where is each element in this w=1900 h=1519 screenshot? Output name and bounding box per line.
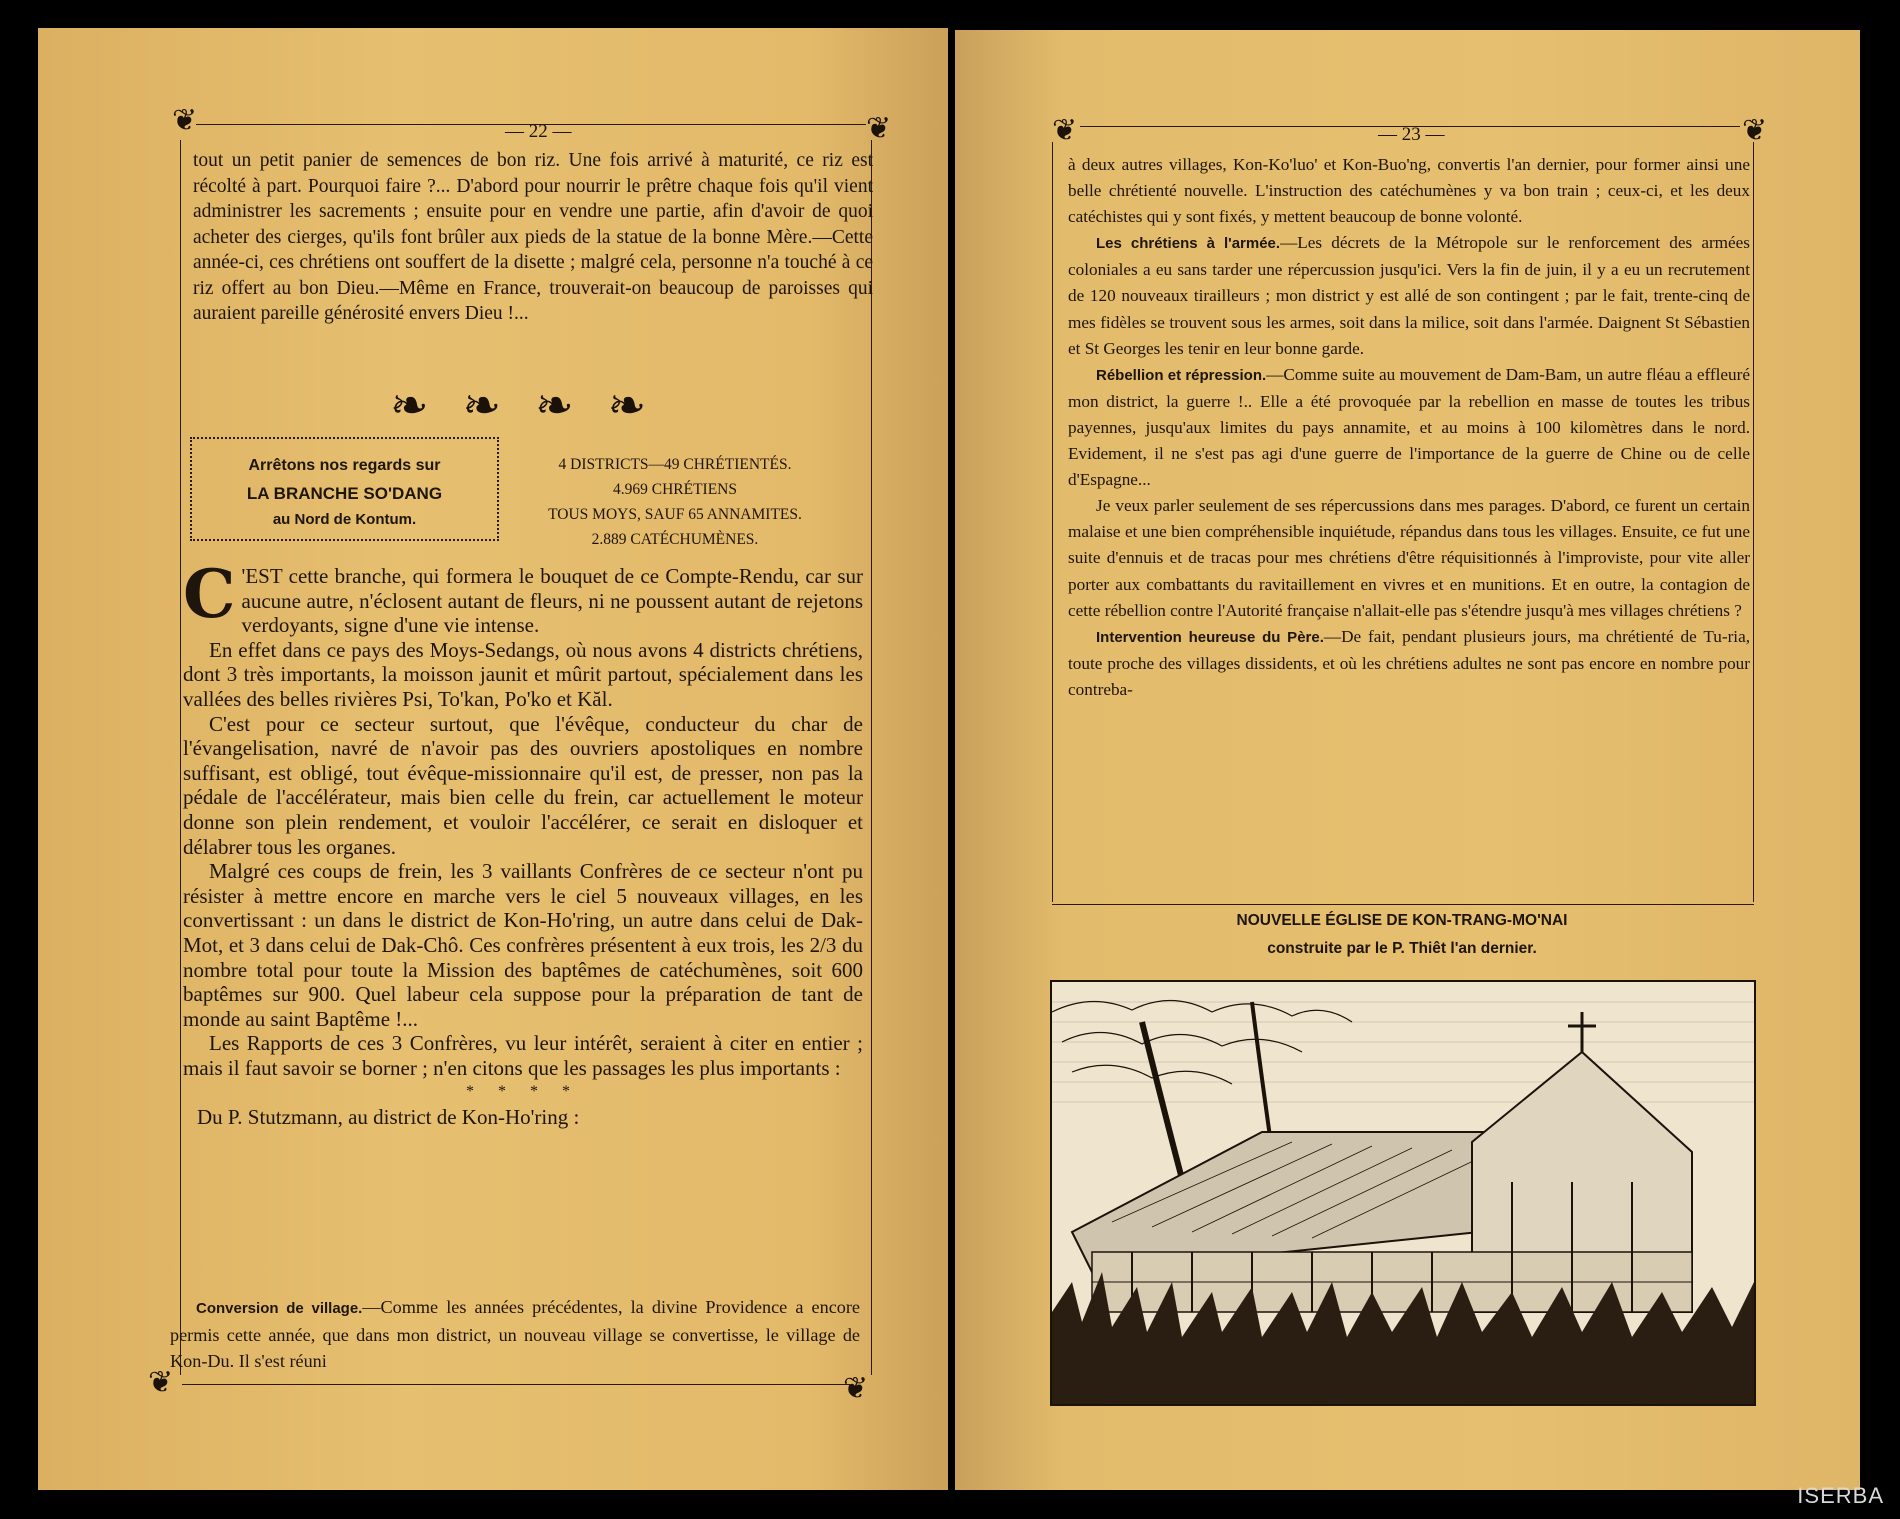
paragraph: à deux autres villages, Kon-Ko'luo' et Kon-Buo'ng, convertis l'an dernier, pour former ainsi une belle chrétienté nouvelle. L'instruction des catéchumènes y va bon train ; ceux-ci, et les deux catéchistes qui y sont fixés, y mettent beaucoup de bonne volonté. bbox=[1068, 155, 1750, 227]
subheading: Du P. Stutzmann, au district de Kon-Ho'ring : bbox=[197, 1105, 580, 1130]
section-stars: * * * * bbox=[466, 1083, 580, 1101]
paragraph-text: —De fait, pendant plusieurs jours, ma chrétienté de Tu-ria, toute proche des villages dissidents, et où les chrétiens adultes ne sont pas encore en nombre pour contreba- bbox=[1068, 626, 1750, 699]
drop-cap: C bbox=[183, 555, 236, 633]
corner-ornament-icon: ❦ bbox=[1742, 114, 1768, 147]
corner-ornament-icon: ❦ bbox=[148, 1366, 174, 1399]
page-number-left: — 22 — bbox=[505, 121, 572, 142]
paragraph: 'EST cette branche, qui formera le bouquet de ce Compte-Rendu, car sur aucune autre, n'éclosent autant de fleurs, ni ne poussent autant de rejetons verdoyants, signe d'une vie intense. bbox=[241, 564, 863, 638]
paragraph-text: —Comme les années précédentes, la divine Providence a encore permis cette année, que dans mon district, un nouveau village se convertisse, le village de Kon-Du. Il s'est réuni bbox=[170, 1297, 860, 1371]
paragraph: C'est pour ce secteur surtout, que l'évêque, conducteur du char de l'évangelisation, navré de n'avoir pas des ouvriers apostoliques en nombre suffisant, est obligé, tout évêque-missionnaire qu'il est, de presser, non pas la pédale de l'accélérateur, mais bien celle du frein, car actuellement le moteur donne son plein rendement, et vouloir l'accélérer, ce serait en disloquer et délabrer tous les organes. bbox=[183, 711, 863, 859]
run-in-heading: Conversion de village. bbox=[196, 1300, 363, 1317]
run-in-heading: Intervention heureuse du Père. bbox=[1096, 628, 1324, 646]
stat-line: 2.889 CATÉCHUMÈNES. bbox=[591, 531, 759, 548]
church-illustration bbox=[1050, 980, 1756, 1406]
branch-stats bbox=[520, 452, 830, 552]
church-engraving-icon bbox=[1052, 982, 1754, 1404]
leaf-ornament-icon: ❧❧❧❧ bbox=[390, 380, 681, 431]
paragraph: Les Rapports de ces 3 Confrères, vu leur intérêt, seraient à citer en entier ; mais il faut savoir se borner ; n'en citons que les passages les plus importants : bbox=[183, 1031, 863, 1080]
stat-line: 4 DISTRICTS—49 CHRÉTIENTÉS. bbox=[558, 456, 792, 473]
box-line-3: au Nord de Kontum. bbox=[272, 511, 417, 528]
watermark: ISERBA bbox=[1797, 1483, 1884, 1508]
corner-ornament-icon: ❦ bbox=[1052, 114, 1078, 147]
box-line-1: Arrêtons nos regards sur bbox=[248, 457, 441, 474]
stat-line: TOUS MOYS, SAUF 65 ANNAMITES. bbox=[548, 506, 802, 523]
illustration-caption-subtitle: construite par le P. Thiêt l'an dernier. bbox=[1267, 940, 1537, 957]
left-top-paragraph: tout un petit panier de semences de bon riz. Une fois arrivé à maturité, ce riz est récolté à part. Pourquoi faire ?... D'abord pour nourrir le prêtre chaque fois qu'il vient administrer les sacrements ; ensuite pour en vendre une partie, afin d'avoir de quoi acheter des cierges, qu'ils font brûler aux pieds de la statue de la bonne Mère.—Cette année-ci, ces chrétiens ont souffert de la disette ; malgré cela, personne n'a touché à ce riz offert au bon Dieu.—Même en France, trouverait-on beaucoup de paroisses qui auraient pareille générosité envers Dieu !... bbox=[193, 150, 873, 324]
paragraph: Malgré ces coups de frein, les 3 vaillants Confrères de ce secteur n'ont pu résister à mettre encore en marche vers le ciel 5 nouveaux villages, en les convertissant : un dans le district de Kon-Ho'ring, un autre dans celui de Dak-Mot, et 3 dans celui de Dak-Chô. Ces confrères présentent à eux trois, les 2/3 du nombre total pour toute la Mission des baptêmes de catéchumènes, soit 600 baptêmes sur 900. Quel labeur cela suppose pour la préparation de tant de monde au saint Baptême !... bbox=[183, 859, 863, 1031]
paragraph-text: —Comme suite au mouvement de Dam-Bam, un autre fléau a effleuré mon district, la guerre !.. Elle a été provoquée par la rebellion en masse de toutes les tribus payennes, jusqu'aux limites du pays annamite, et au moins à 100 kilomètres dans le nord. Evidement, il ne s'est pas agi d'une guerre de l'importance de la guerre de Chine ou de celle d'Espagne... bbox=[1068, 364, 1751, 490]
corner-ornament-icon: ❦ bbox=[866, 112, 892, 145]
branch-title-box bbox=[190, 437, 499, 541]
corner-ornament-icon: ❦ bbox=[172, 104, 198, 137]
box-line-2: LA BRANCHE SO'DANG bbox=[246, 484, 443, 503]
page-number-right: — 23 — bbox=[1378, 124, 1445, 145]
stat-line: 4.969 CHRÉTIENS bbox=[613, 481, 737, 498]
paragraph: Je veux parler seulement de ses répercussions dans mes parages. D'abord, ce furent un certain malaise et une bien compréhensible inquiétude, répandus dans tous les villages. Ensuite, ce fut une suite d'ennuis et de tracas pour mes chrétiens d'être réquisitionnés à l'improviste, pour vite aller porter aux combattants du ravitaillement en vivres et en munitions. Et en outre, la contagion de cette rébellion contre l'Autorité française n'allait-elle pas s'étendre jusqu'à mes villages chrétiens ? bbox=[1068, 496, 1750, 620]
corner-ornament-icon: ❦ bbox=[843, 1372, 869, 1405]
left-bottom-paragraph bbox=[170, 1294, 860, 1374]
left-bottom-rule bbox=[182, 1384, 850, 1385]
right-main-text bbox=[1068, 152, 1750, 703]
run-in-heading: Les chrétiens à l'armée. bbox=[1096, 235, 1281, 253]
paragraph: En effet dans ce pays des Moys-Sedangs, où nous avons 4 districts chrétiens, dont 3 très importants, la moisson jaunit et mûrit partout, spécialement dans les vallées des belles rivières Psi, To'kan, Po'ko et Kăl. bbox=[183, 637, 863, 711]
left-main-text bbox=[183, 555, 863, 1130]
run-in-heading: Rébellion et répression. bbox=[1096, 366, 1267, 384]
illustration-caption-title: NOUVELLE ÉGLISE DE KON-TRANG-MO'NAI bbox=[1236, 912, 1568, 929]
paragraph-text: —Les décrets de la Métropole sur le renforcement des armées coloniales a eu sans tarder une répercussion jusqu'ici. Vers la fin de juin, il y a eu un recrutement de 120 nouveaux tirailleurs ; mon district y est allé de son contingent ; par le fait, trente-cinq de mes fidèles se trouvent sous les armes, soit dans la milice, soit dans l'armée. Daignent St Sébastien et St Georges les tenir en leur bonne garde. bbox=[1068, 233, 1750, 358]
right-section-rule bbox=[1052, 904, 1754, 905]
